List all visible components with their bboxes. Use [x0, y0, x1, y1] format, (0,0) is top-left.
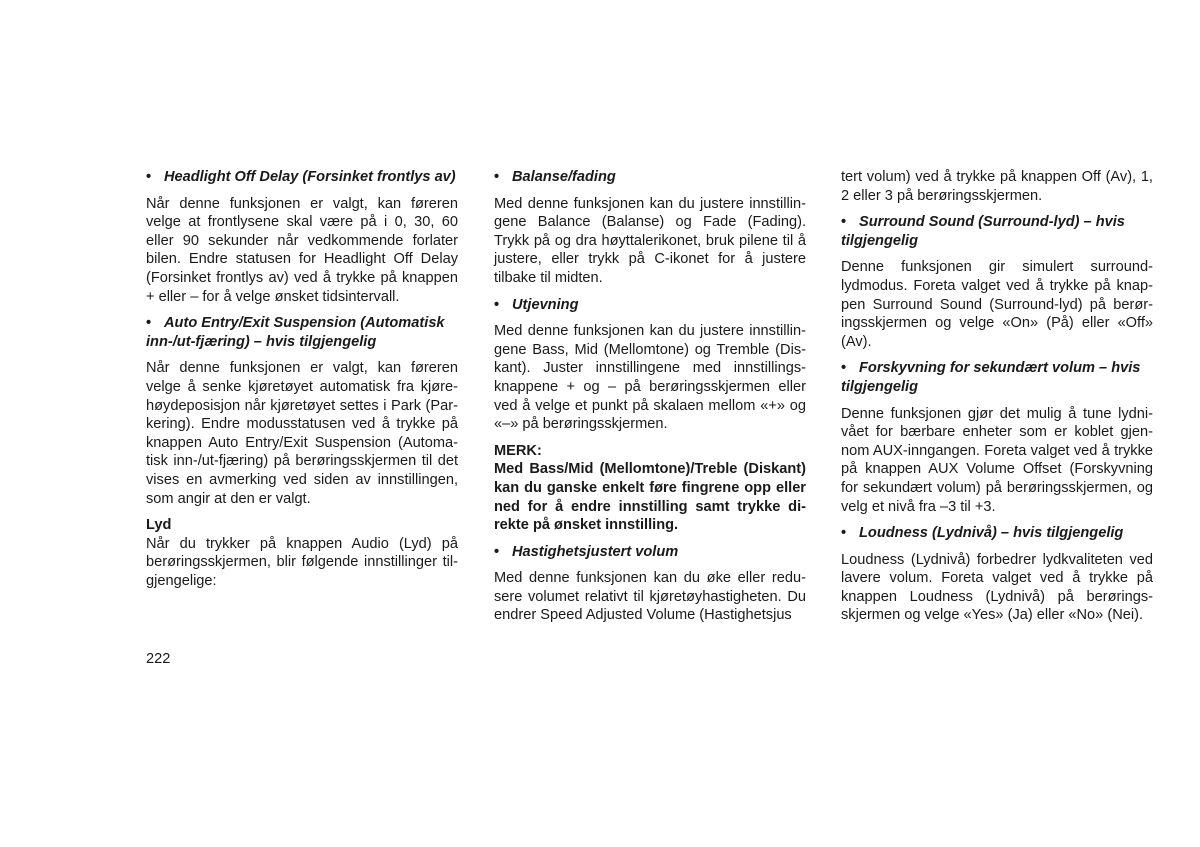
bullet-icon: • [841, 214, 847, 231]
section-heading-auto-entry-exit-suspension [146, 314, 458, 351]
note-body: Med Bass/Mid (Mellomtone)/Treble (Diskant) kan du ganske enkelt føre fingrene opp eller ned for å endre innstilling samt trykke direkte på ønsket innstilling. [494, 461, 806, 534]
bullet-icon: • [146, 315, 152, 332]
section-heading-hastighetsjustert-volum [494, 543, 806, 562]
paragraph-auto-entry-exit-suspension: Når denne funksjonen er valgt, kan føreren velge å senke kjøretøyet automatisk fra kjørehøydeposisjon når kjøretøyet settes i Park (Parkering). Endre modusstatusen ved å trykke på knappen Auto Entry/Exit Suspension (Automatisk inn-/ut-fjæring) på berøringsskjermen til det vises en avmerking ved siden av innstillingen, som angir at den er valgt. [146, 360, 458, 507]
bullet-icon: • [494, 169, 500, 185]
bullet-icon: • [841, 360, 847, 377]
heading-text: Headlight Off Delay (Forsinket frontlys av) [164, 169, 456, 185]
paragraph-headlight-off-delay: Når denne funksjonen er valgt, kan føreren velge at frontlysene skal være på i 0, 30, 60 eller 90 sekunder når vedkommende forlater bilen. Endre statusen for Headlight Off Delay (Forsinket frontlys av) ved å trykke på knappen + eller – for å velge ønsket tidsintervall. [146, 195, 458, 305]
section-heading-loudness [841, 524, 1153, 543]
note-label: MERK: [494, 442, 542, 459]
paragraph-hastighetsjustert-volum-continued: tert volum) ved å trykke på knappen Off (Av), 1, 2 eller 3 på berøringsskjermen. [841, 169, 1153, 204]
paragraph-hastighetsjustert-volum: Med denne funksjonen kan du øke eller redusere volumet relativt til kjøretøyhastigheten. Du endrer Speed Adjusted Volume (Hastighetsjus [494, 570, 806, 624]
paragraph-lyd: Når du trykker på knappen Audio (Lyd) på berøringsskjermen, blir følgende innstillinger tilgjengelige: [146, 535, 458, 589]
heading-text: Utjevning [512, 296, 579, 313]
heading-text: Surround Sound (Surround-lyd) – hvis tilgjengelig [841, 214, 1125, 249]
paragraph-forskyvning-sekundaert-volum: Denne funksjonen gjør det mulig å tune lydnivået for bærbare enheter som er koblet gjennom AUX-inngangen. Foreta valget ved å trykke på knappen AUX Volume Offset (Forskyvning for sekundært volum) på berøringsskjermen, og velg et nivå fra –3 til +3. [841, 405, 1153, 515]
heading-text: Hastighetsjustert volum [512, 543, 679, 560]
bullet-icon: • [841, 525, 847, 542]
heading-text: Loudness (Lydnivå) – hvis tilgjengelig [859, 525, 1124, 542]
column-2 [494, 168, 806, 625]
section-heading-forskyvning-sekundaert-volum [841, 359, 1153, 396]
bullet-icon: • [146, 169, 152, 185]
section-heading-balanse-fading [494, 168, 806, 187]
heading-text: Balanse/fading [512, 169, 616, 185]
section-heading-headlight-off-delay [146, 168, 458, 187]
subheading-lyd: Lyd [146, 517, 172, 534]
paragraph-utjevning: Med denne funksjonen kan du justere innstillingene Bass, Mid (Mellomtone) og Tremble (Diskant). Juster innstillingene med innstillingsknappene + og – på berøringsskjermen eller ved å velge et punkt på skalaen mellom «+» og «–» på berøringsskjermen. [494, 323, 806, 433]
section-heading-surround-sound [841, 213, 1153, 250]
heading-text: Forskyvning for sekundært volum – hvis tilgjengelig [841, 360, 1141, 395]
paragraph-balanse-fading: Med denne funksjonen kan du justere innstillingene Balance (Balanse) og Fade (Fading). Trykk på og dra høyttalerikonet, bruk pilene til å justere, eller trykk på C-ikonet for å justere tilbake til midten. [494, 195, 806, 286]
bullet-icon: • [494, 543, 500, 560]
paragraph-surround-sound: Denne funksjonen gir simulert surroundlydmodus. Foreta valget ved å trykke på knappen Surround Sound (Surround-lyd) på berøringsskjermen og velge «On» (På) eller «Off» (Av). [841, 259, 1153, 350]
paragraph-loudness: Loudness (Lydnivå) forbedrer lydkvaliteten ved lavere volum. Foreta valget ved å trykke på knappen Loudness (Lydnivå) på berøringsskjermen og velge «Yes» (Ja) eller «No» (Nei). [841, 551, 1153, 624]
section-heading-utjevning [494, 296, 806, 315]
column-1 [146, 168, 458, 590]
column-3 [841, 168, 1153, 625]
bullet-icon: • [494, 296, 500, 313]
page-number: 222 [146, 651, 171, 667]
heading-text: Auto Entry/Exit Suspension (Automatisk inn-/ut-fjæring) – hvis tilgjengelig [146, 315, 445, 350]
